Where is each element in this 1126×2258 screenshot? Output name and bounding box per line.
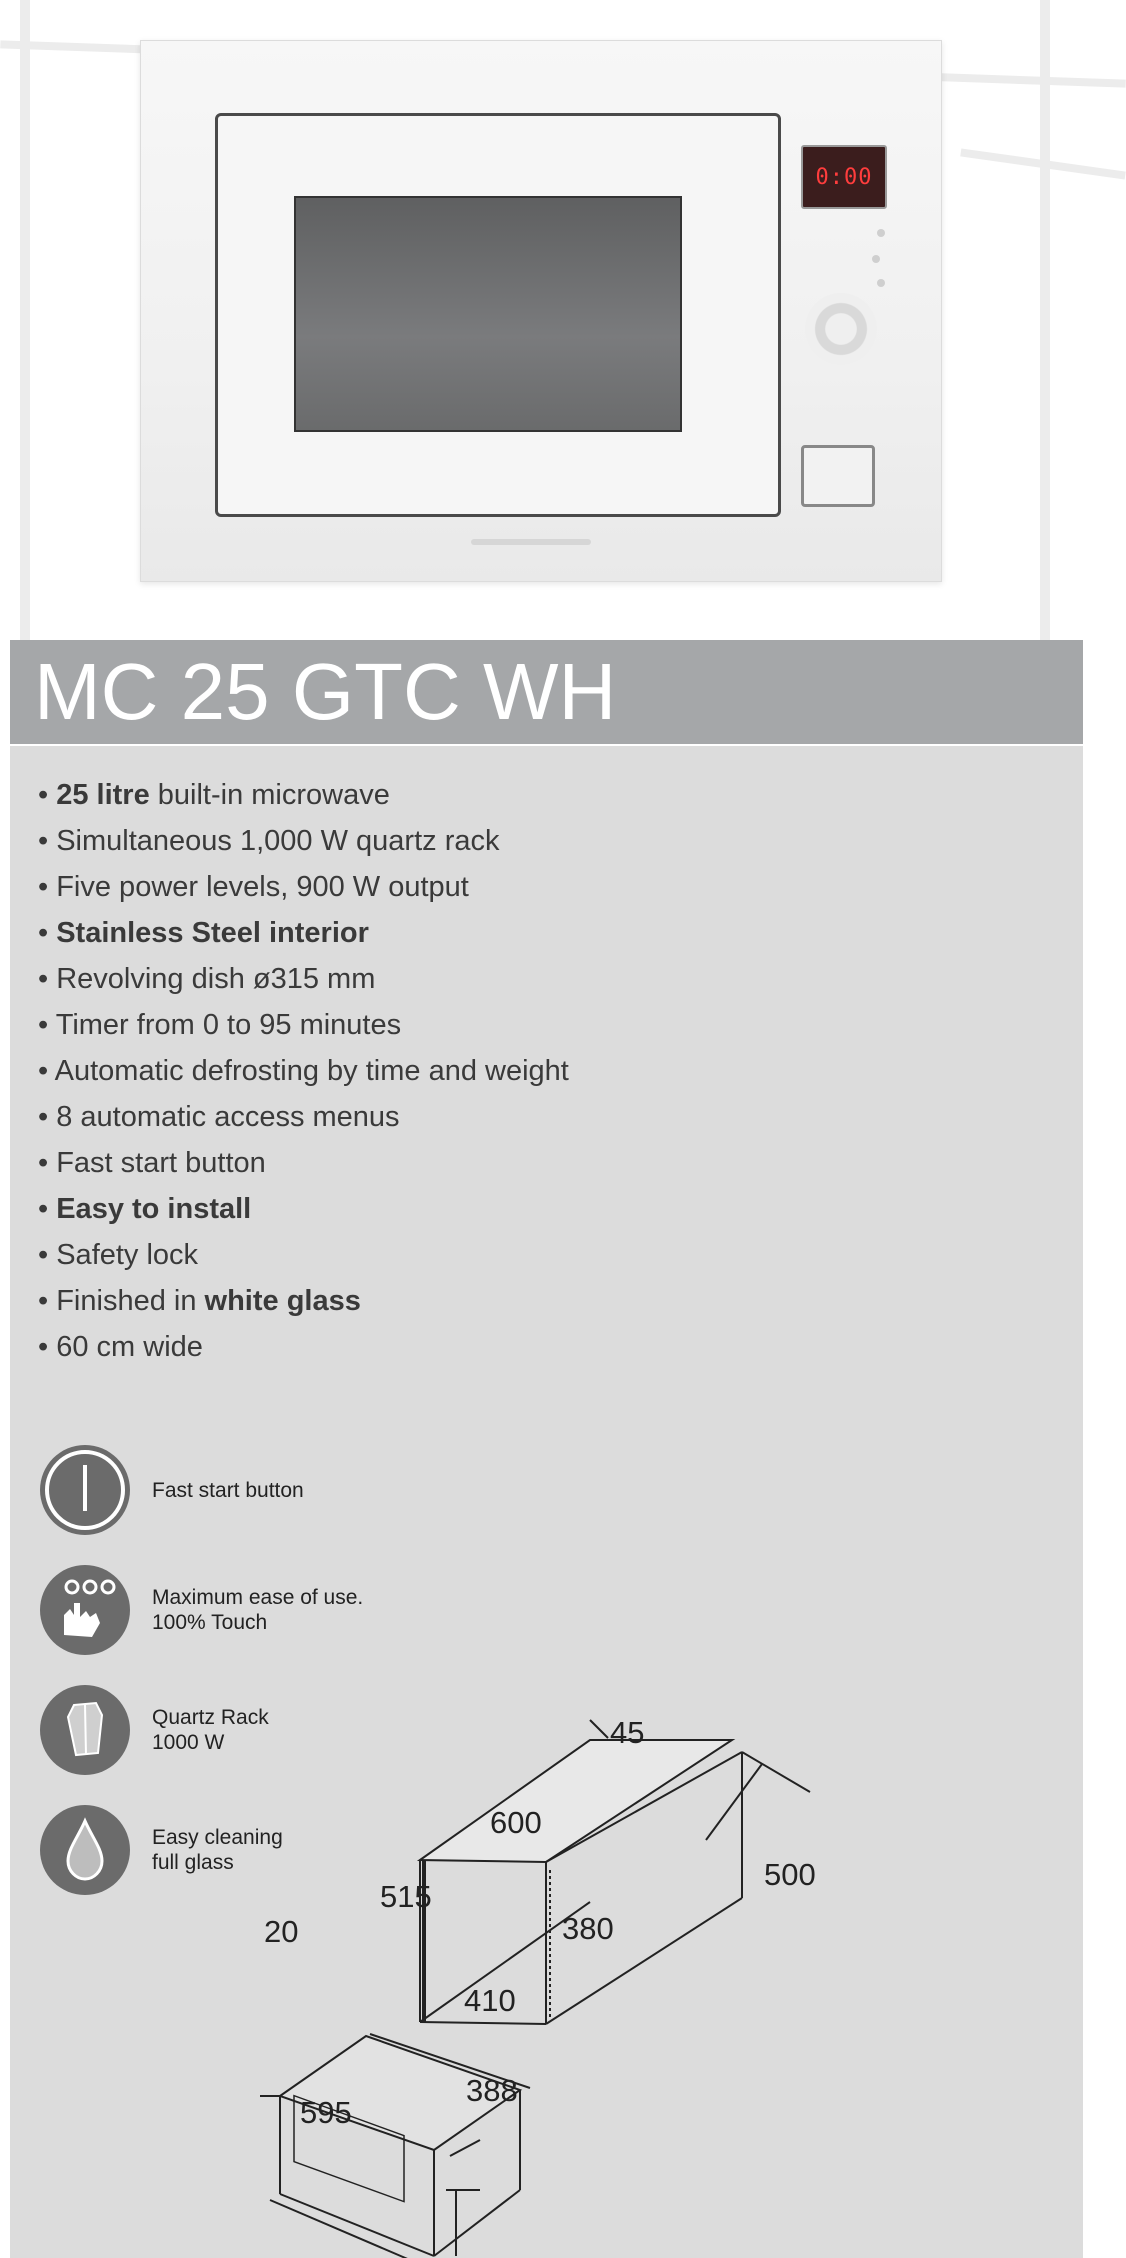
dimension-diagram — [264, 1715, 1050, 2240]
cavity-top — [420, 1740, 732, 1862]
power-button-icon — [40, 1445, 130, 1535]
feature-icon-row — [40, 1805, 283, 1895]
feature-item: • Easy to install — [38, 1186, 569, 1232]
touch-hand-icon — [40, 1565, 130, 1655]
dim-label: 600 — [490, 1805, 542, 1840]
feature-item: • 60 cm wide — [38, 1324, 569, 1370]
icon-caption: Easy cleaning full glass — [152, 1826, 283, 1874]
dim-label: 20 — [264, 1914, 299, 1949]
title-bar — [10, 640, 1083, 746]
feature-item: • Finished in white glass — [38, 1278, 569, 1324]
feature-item: • Stainless Steel interior — [38, 910, 569, 956]
icon-caption: Quartz Rack 1000 W — [152, 1706, 269, 1754]
icon-caption: Maximum ease of use. 100% Touch — [152, 1586, 364, 1634]
feature-icon-row — [40, 1445, 304, 1535]
oven-window — [294, 196, 682, 432]
dim-label: 45 — [610, 1715, 645, 1750]
feature-item: • Timer from 0 to 95 minutes — [38, 1002, 569, 1048]
feature-item: • Five power levels, 900 W output — [38, 864, 569, 910]
feature-item: • 8 automatic access menus — [38, 1094, 569, 1140]
dim-label: 500 — [764, 1857, 816, 1892]
control-dot — [877, 279, 885, 287]
digital-display: 0:00 — [801, 145, 887, 209]
feature-item: • Fast start button — [38, 1140, 569, 1186]
dim-label: 595 — [300, 2095, 352, 2130]
feature-item: • 25 litre built-in microwave — [38, 772, 569, 818]
model-title: MC 25 GTC WH — [34, 647, 617, 736]
info-panel — [10, 640, 1083, 2258]
feature-icon-row — [40, 1685, 269, 1775]
control-dot — [872, 255, 880, 263]
control-dot — [877, 229, 885, 237]
dim-label: 515 — [380, 1879, 432, 1914]
dim-label: 410 — [464, 1983, 516, 2018]
door-open-button — [801, 445, 875, 507]
icon-caption: Fast start button — [152, 1478, 304, 1502]
feature-list — [38, 772, 569, 1370]
dim-label: 388 — [466, 2073, 518, 2108]
feature-item: • Revolving dish ø315 mm — [38, 956, 569, 1002]
feature-item: • Automatic defrosting by time and weight — [38, 1048, 569, 1094]
oven-door — [215, 113, 781, 517]
quartz-rack-icon — [40, 1685, 130, 1775]
water-drop-icon — [40, 1805, 130, 1895]
background-line — [20, 0, 30, 640]
brand-logo — [471, 539, 591, 545]
feature-icon-row — [40, 1565, 363, 1655]
control-knob — [805, 293, 877, 365]
background-line — [1040, 0, 1050, 640]
dim-label: 380 — [562, 1911, 614, 1946]
feature-item: • Simultaneous 1,000 W quartz rack — [38, 818, 569, 864]
product-photo — [140, 40, 942, 582]
feature-item: • Safety lock — [38, 1232, 569, 1278]
